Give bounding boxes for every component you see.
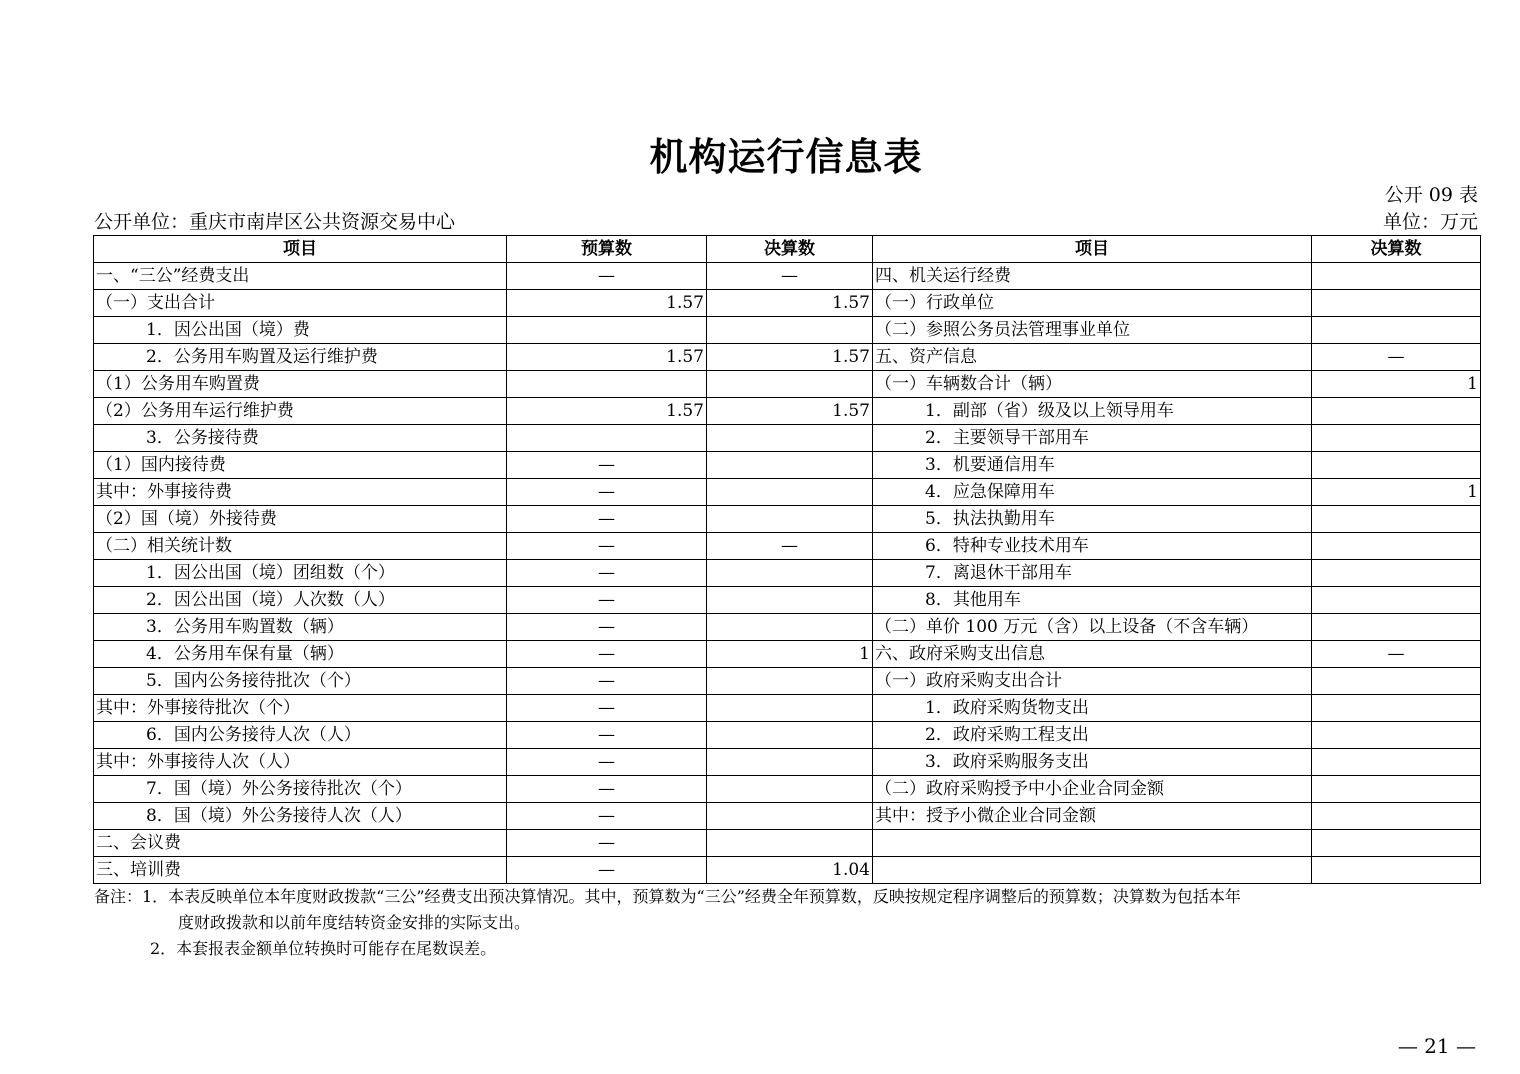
final-left-cell: — [707, 263, 873, 290]
left-item-cell: 5．国内公务接待批次（个） [94, 668, 507, 695]
currency-unit: 单位：万元 [1382, 211, 1478, 233]
header-item-right: 项目 [873, 236, 1312, 263]
budget-cell: — [507, 749, 707, 776]
right-item-cell: 8．其他用车 [873, 587, 1312, 614]
final-left-cell [707, 317, 873, 344]
notes [94, 884, 1484, 962]
right-item-cell: 四、机关运行经费 [873, 263, 1312, 290]
table-row [94, 749, 1481, 776]
table-row [94, 506, 1481, 533]
left-item-cell: （2）国（境）外接待费 [94, 506, 507, 533]
final-left-cell [707, 587, 873, 614]
final-right-cell [1312, 425, 1481, 452]
page-number: — 21 — [1397, 1034, 1476, 1058]
final-right-cell [1312, 668, 1481, 695]
right-item-cell: （二）单价 100 万元（含）以上设备（不含车辆） [873, 614, 1312, 641]
right-item-cell: 六、政府采购支出信息 [873, 641, 1312, 668]
right-item-cell: 1．政府采购货物支出 [873, 695, 1312, 722]
left-item-cell: 一、“三公”经费支出 [94, 263, 507, 290]
table-row [94, 830, 1481, 857]
right-item-cell [873, 857, 1312, 884]
table-row [94, 614, 1481, 641]
note-line-2: 2．本套报表金额单位转换时可能存在尾数误差。 [150, 939, 497, 958]
final-right-cell [1312, 803, 1481, 830]
header-item-left: 项目 [94, 236, 507, 263]
note-line-1: 备注：1．本表反映单位本年度财政拨款“三公”经费支出预决算情况。其中，预算数为“三公”经费全年预算数，反映按规定程序调整后的预算数；决算数为包括本年 [94, 887, 1241, 906]
left-item-cell: （1）国内接待费 [94, 452, 507, 479]
table-row [94, 317, 1481, 344]
final-left-cell: 1.57 [707, 290, 873, 317]
final-left-cell [707, 722, 873, 749]
budget-cell: — [507, 857, 707, 884]
final-right-cell [1312, 695, 1481, 722]
left-item-cell: 7．国（境）外公务接待批次（个） [94, 776, 507, 803]
left-item-cell: 三、培训费 [94, 857, 507, 884]
budget-cell: — [507, 587, 707, 614]
final-right-cell: — [1312, 641, 1481, 668]
left-item-cell: 4．公务用车保有量（辆） [94, 641, 507, 668]
table-row [94, 263, 1481, 290]
final-right-cell [1312, 452, 1481, 479]
final-right-cell [1312, 830, 1481, 857]
left-item-cell: 其中：外事接待批次（个） [94, 695, 507, 722]
final-left-cell: 1.57 [707, 398, 873, 425]
budget-cell: — [507, 506, 707, 533]
right-item-cell: 2．主要领导干部用车 [873, 425, 1312, 452]
right-item-cell: 3．政府采购服务支出 [873, 749, 1312, 776]
table-body [94, 263, 1481, 884]
table-row [94, 560, 1481, 587]
final-right-cell [1312, 533, 1481, 560]
budget-cell: — [507, 560, 707, 587]
budget-cell: — [507, 452, 707, 479]
header-final-right: 决算数 [1312, 236, 1481, 263]
table-row [94, 533, 1481, 560]
header-budget: 预算数 [507, 236, 707, 263]
table-row [94, 668, 1481, 695]
budget-cell [507, 425, 707, 452]
final-left-cell [707, 506, 873, 533]
left-item-cell: （二）相关统计数 [94, 533, 507, 560]
final-left-cell [707, 668, 873, 695]
final-right-cell [1312, 749, 1481, 776]
budget-cell: — [507, 776, 707, 803]
table-row [94, 641, 1481, 668]
budget-cell: — [507, 668, 707, 695]
final-left-cell [707, 695, 873, 722]
left-item-cell: （1）公务用车购置费 [94, 371, 507, 398]
right-item-cell: 4．应急保障用车 [873, 479, 1312, 506]
left-item-cell: 3．公务用车购置数（辆） [94, 614, 507, 641]
budget-cell: — [507, 263, 707, 290]
final-left-cell [707, 776, 873, 803]
right-item-cell: 5．执法执勤用车 [873, 506, 1312, 533]
final-right-cell: 1 [1312, 479, 1481, 506]
table-row [94, 857, 1481, 884]
budget-cell: — [507, 533, 707, 560]
final-right-cell [1312, 776, 1481, 803]
right-item-cell: 7．离退休干部用车 [873, 560, 1312, 587]
right-item-cell: 其中：授予小微企业合同金额 [873, 803, 1312, 830]
table-row [94, 371, 1481, 398]
note-line-1-cont: 度财政拨款和以前年度结转资金安排的实际支出。 [178, 913, 531, 932]
budget-cell: — [507, 722, 707, 749]
right-item-cell: （二）政府采购授予中小企业合同金额 [873, 776, 1312, 803]
page-title: 机构运行信息表 [649, 135, 923, 179]
table-row [94, 803, 1481, 830]
final-left-cell [707, 830, 873, 857]
table-row [94, 290, 1481, 317]
table-row [94, 722, 1481, 749]
final-left-cell [707, 803, 873, 830]
header-final-left: 决算数 [707, 236, 873, 263]
table-row [94, 479, 1481, 506]
final-left-cell [707, 371, 873, 398]
final-right-cell [1312, 398, 1481, 425]
left-item-cell: （一）支出合计 [94, 290, 507, 317]
final-right-cell [1312, 263, 1481, 290]
final-left-cell [707, 425, 873, 452]
budget-cell: 1.57 [507, 290, 707, 317]
table-row [94, 776, 1481, 803]
left-item-cell: 2．公务用车购置及运行维护费 [94, 344, 507, 371]
table-row [94, 398, 1481, 425]
right-item-cell: 6．特种专业技术用车 [873, 533, 1312, 560]
table-row [94, 344, 1481, 371]
final-right-cell [1312, 506, 1481, 533]
left-item-cell: 3．公务接待费 [94, 425, 507, 452]
table-row [94, 587, 1481, 614]
final-left-cell [707, 479, 873, 506]
budget-cell: — [507, 830, 707, 857]
left-item-cell: 其中：外事接待人次（人） [94, 749, 507, 776]
table-header-row [94, 236, 1481, 263]
left-item-cell: 2．因公出国（境）人次数（人） [94, 587, 507, 614]
budget-cell: 1.57 [507, 344, 707, 371]
final-left-cell [707, 560, 873, 587]
final-left-cell: 1.04 [707, 857, 873, 884]
right-item-cell: （二）参照公务员法管理事业单位 [873, 317, 1312, 344]
info-table [93, 235, 1481, 884]
right-item-cell: 1．副部（省）级及以上领导用车 [873, 398, 1312, 425]
form-number: 公开 09 表 [1384, 184, 1478, 206]
final-left-cell: 1 [707, 641, 873, 668]
final-left-cell [707, 452, 873, 479]
final-left-cell: — [707, 533, 873, 560]
final-left-cell: 1.57 [707, 344, 873, 371]
budget-cell: — [507, 803, 707, 830]
right-item-cell: 五、资产信息 [873, 344, 1312, 371]
final-right-cell [1312, 560, 1481, 587]
right-item-cell: 3．机要通信用车 [873, 452, 1312, 479]
final-right-cell [1312, 722, 1481, 749]
budget-cell: — [507, 479, 707, 506]
left-item-cell: 6．国内公务接待人次（人） [94, 722, 507, 749]
table-row [94, 452, 1481, 479]
budget-cell: — [507, 695, 707, 722]
table-row [94, 425, 1481, 452]
left-item-cell: 1．因公出国（境）费 [94, 317, 507, 344]
budget-cell: — [507, 614, 707, 641]
final-right-cell: 1 [1312, 371, 1481, 398]
right-item-cell [873, 830, 1312, 857]
final-right-cell [1312, 857, 1481, 884]
final-right-cell [1312, 587, 1481, 614]
left-item-cell: （2）公务用车运行维护费 [94, 398, 507, 425]
final-left-cell [707, 614, 873, 641]
budget-cell [507, 317, 707, 344]
right-item-cell: （一）行政单位 [873, 290, 1312, 317]
left-item-cell: 8．国（境）外公务接待人次（人） [94, 803, 507, 830]
final-right-cell [1312, 317, 1481, 344]
table-row [94, 695, 1481, 722]
reporting-unit: 公开单位：重庆市南岸区公共资源交易中心 [94, 211, 456, 233]
right-item-cell: （一）车辆数合计（辆） [873, 371, 1312, 398]
budget-cell [507, 371, 707, 398]
right-item-cell: 2．政府采购工程支出 [873, 722, 1312, 749]
final-right-cell: — [1312, 344, 1481, 371]
right-item-cell: （一）政府采购支出合计 [873, 668, 1312, 695]
final-right-cell [1312, 290, 1481, 317]
left-item-cell: 二、会议费 [94, 830, 507, 857]
final-left-cell [707, 749, 873, 776]
budget-cell: 1.57 [507, 398, 707, 425]
budget-cell: — [507, 641, 707, 668]
final-right-cell [1312, 614, 1481, 641]
left-item-cell: 其中：外事接待费 [94, 479, 507, 506]
left-item-cell: 1．因公出国（境）团组数（个） [94, 560, 507, 587]
